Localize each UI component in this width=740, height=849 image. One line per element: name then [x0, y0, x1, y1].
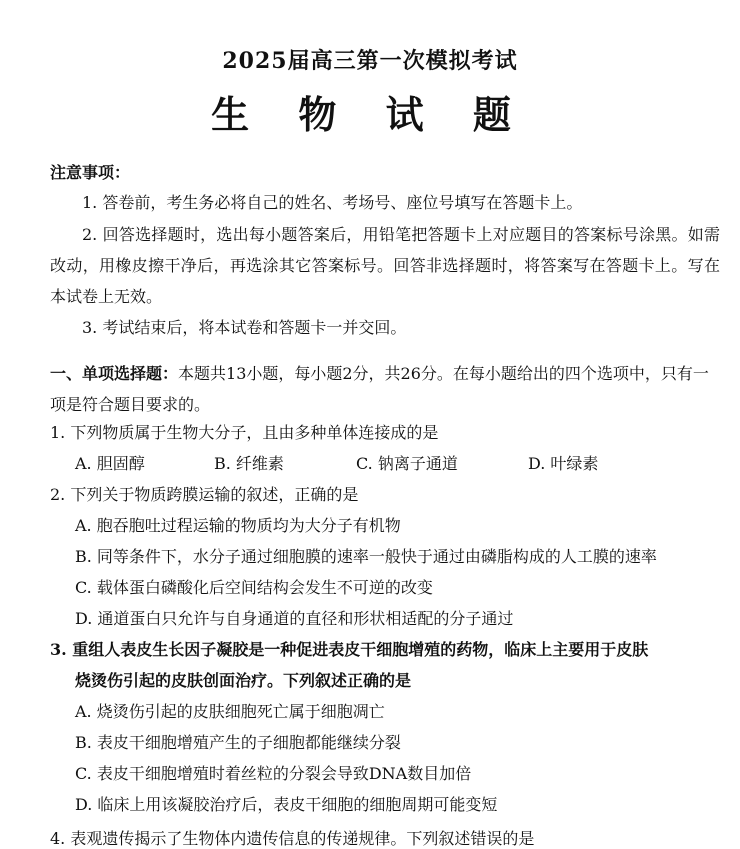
notice-item-1 [50, 187, 720, 218]
question-2-option-a: A. 胞吞胞吐过程运输的物质均为大分子有机物 [75, 516, 401, 535]
question-1-option-a: A. 胆固醇 [75, 454, 145, 473]
question-1-stem: 1. 下列物质属于生物大分子，且由多种单体连接成的是 [50, 423, 439, 442]
notice-heading: 注意事项： [50, 163, 131, 182]
question-1-option-d: D. 叶绿素 [528, 454, 599, 473]
question-2-option-d: D. 通道蛋白只允许与自身通道的直径和形状相适配的分子通过 [75, 609, 514, 628]
question-3-stem-line-1: 3. 重组人表皮生长因子凝胶是一种促进表皮干细胞增殖的药物，临床上主要用于皮肤 [50, 640, 649, 659]
notice-item-3-text: 3. 考试结束后，将本试卷和答题卡一并交回。 [82, 318, 407, 337]
subject-title: 生 物 试 题 [211, 92, 529, 137]
question-3-option-d: D. 临床上用该凝胶治疗后，表皮干细胞的细胞周期可能变短 [75, 795, 498, 814]
question-1-option-c: C. 钠离子通道 [356, 454, 458, 473]
question-3-option-b: B. 表皮干细胞增殖产生的子细胞都能继续分裂 [75, 733, 401, 752]
question-3-option-c: C. 表皮干细胞增殖时着丝粒的分裂会导致DNA数目加倍 [75, 764, 472, 783]
question-4-stem-partial: 4. 表观遗传揭示了生物体内遗传信息的传递规律。下列叙述错误的是 [50, 829, 535, 848]
section-heading-text: 本题共13小题，每小题2分，共26分。在每小题给出的四个选项中，只有一项是符合题目要求的。 [50, 364, 709, 414]
question-3-stem-line-2: 烧烫伤引起的皮肤创面治疗。下列叙述正确的是 [75, 671, 412, 690]
question-3-option-a: A. 烧烫伤引起的皮肤细胞死亡属于细胞凋亡 [75, 702, 385, 721]
notice-item-1-text: 1. 答卷前，考生务必将自己的姓名、考场号、座位号填写在答题卡上。 [82, 193, 583, 212]
notice-item-3 [50, 312, 720, 343]
question-2-option-c: C. 载体蛋白磷酸化后空间结构会发生不可逆的改变 [75, 578, 433, 597]
section-heading-label: 一、单项选择题： [50, 364, 179, 383]
section-heading [50, 358, 720, 420]
notice-item-2 [50, 219, 720, 312]
exam-title: 2025届高三第一次模拟考试 [222, 48, 518, 74]
question-2-option-b: B. 同等条件下，水分子通过细胞膜的速率一般快于通过由磷脂构成的人工膜的速率 [75, 547, 657, 566]
question-1-option-b: B. 纤维素 [214, 454, 284, 473]
question-2-stem: 2. 下列关于物质跨膜运输的叙述，正确的是 [50, 485, 359, 504]
notice-item-2-text: 2. 回答选择题时，选出每小题答案后，用铅笔把答题卡上对应题目的答案标号涂黑。如需改动，用橡皮擦干净后，再选涂其它答案标号。回答非选择题时，将答案写在答题卡上。写在本试卷上无效。 [50, 225, 720, 306]
